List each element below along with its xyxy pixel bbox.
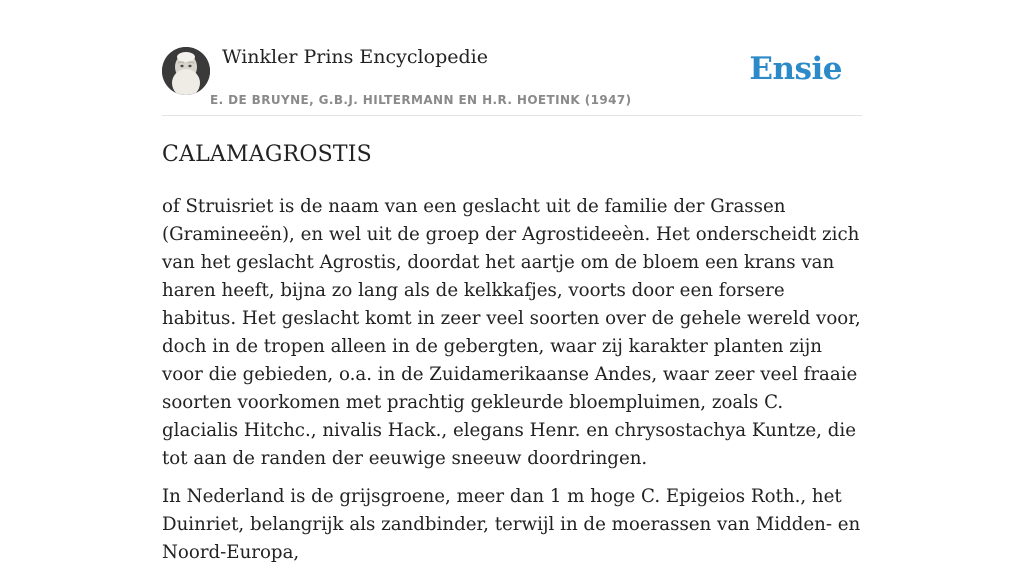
brand-logo[interactable]: Ensie [749,51,842,87]
entry-title: CALAMAGROSTIS [162,142,372,167]
page [162,0,862,577]
entry-body [162,193,862,567]
header [162,0,862,116]
author-avatar[interactable] [162,47,210,95]
entry-paragraph: of Struisriet is de naam van een geslacht uit de familie der Grassen (Gramineeën), en wel uit de groep der Agrostideeèn. Het onderscheidt zich van het geslacht Agrostis, doordat het aartje om de bloem een krans van haren heeft, bijna zo lang als de kelkkafjes, voorts door een forsere habitus. Het geslacht komt in zeer veel soorten over de gehele wereld voor, doch in de tropen alleen in de gebergten, waar zij karakter planten zijn voor die gebieden, o.a. in de Zuidamerikaanse Andes, waar zeer veel fraaie soorten voorkomen met prachtig gekleurde bloempluimen, zoals C. glacialis Hitchc., nivalis Hack., elegans Henr. en chrysostachya Kuntze, die tot aan de randen der eeuwige sneeuw doordringen. [162,196,861,469]
site-title[interactable]: Winkler Prins Encyclopedie [222,46,488,68]
portrait-icon [162,47,210,95]
author-byline: E. DE BRUYNE, G.B.J. HILTERMANN EN H.R. HOETINK (1947) [210,93,632,107]
entry-paragraph: In Nederland is de grijsgroene, meer dan 1 m hoge C. Epigeios Roth., het Duinriet, belangrijk als zandbinder, terwijl in de moerassen van Midden- en Noord-Europa, [162,486,861,563]
